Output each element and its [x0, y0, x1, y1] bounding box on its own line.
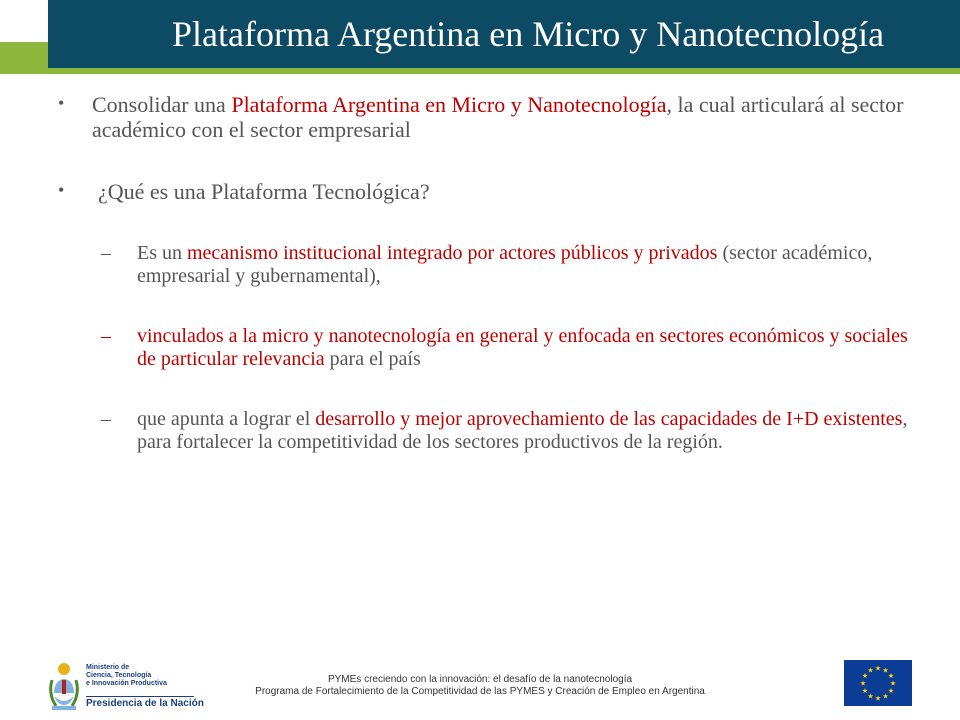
- bullet-que-es: [58, 179, 918, 204]
- header-accent-green-block: [0, 42, 48, 74]
- ministry-name: [86, 664, 167, 688]
- bullet-marker: •: [58, 93, 65, 113]
- ministry-separator: [86, 696, 194, 697]
- dash-marker: –: [101, 408, 111, 430]
- bullet-1-text-a: Consolidar una: [92, 92, 232, 117]
- sub-3-text-b: , para fortalecer la competitividad de los sectores productivos de la región.: [137, 408, 908, 453]
- title-underline-strip: [48, 68, 960, 74]
- bullet-consolidar: [58, 92, 918, 142]
- eu-star: ★: [874, 664, 882, 673]
- sub-3-text-highlight: desarrollo y mejor aprovechamiento de las capacidades de I+D existentes: [315, 408, 903, 430]
- eu-star: ★: [861, 672, 869, 680]
- sub-1-text-a: Es un: [137, 242, 187, 264]
- argentina-coat-of-arms-icon: [46, 660, 82, 712]
- eu-star: ★: [887, 672, 895, 680]
- footer-text: [190, 674, 770, 698]
- sub-3-text-a: que apunta a lograr el: [137, 408, 316, 430]
- sub-2-text-b: para el país: [324, 348, 421, 370]
- eu-star: ★: [889, 679, 897, 688]
- slide-content: [58, 92, 918, 454]
- slide-title: Plataforma Argentina en Micro y Nanotecnología: [172, 14, 885, 54]
- eu-star: ★: [867, 666, 874, 675]
- sub-item-apunta: [58, 408, 918, 454]
- ministry-line-1: Ministerio de: [86, 664, 130, 671]
- presidencia-label: Presidencia de la Nación: [86, 698, 204, 709]
- footer-line-1: PYMEs creciendo con la innovación: el desafío de la nanotecnología: [327, 674, 633, 685]
- ministry-logo: [46, 660, 204, 712]
- eu-flag-icon: [844, 660, 912, 706]
- sub-item-mecanismo: [58, 242, 918, 288]
- sub-1-text-b: (sector académico, empresarial y gubernamental),: [137, 242, 873, 287]
- bullet-1-text-highlight: Plataforma Argentina en Micro y Nanotecnología: [231, 92, 667, 117]
- eu-star: ★: [867, 692, 874, 701]
- sub-1-text-highlight: mecanismo institucional integrado por actores públicos y privados: [187, 242, 718, 264]
- bullet-marker: •: [58, 180, 65, 200]
- dash-marker: –: [101, 242, 111, 264]
- ministry-line-2: Ciencia, Tecnología: [86, 672, 152, 679]
- sub-2-text-highlight: vinculados a la micro y nanotecnología en general y enfocada en sectores económicos y sociales de particular relevancia: [137, 325, 908, 370]
- footer-line-2: Programa de Fortalecimiento de la Competitividad de las PYMES y Creación de Empleo en Argentina: [255, 686, 705, 697]
- eu-star: ★: [882, 666, 889, 675]
- eu-flag-logo: [844, 660, 912, 706]
- header-accent: [0, 0, 48, 74]
- eu-star: ★: [859, 679, 867, 688]
- dash-marker: –: [101, 325, 111, 347]
- eu-star: ★: [882, 692, 889, 701]
- eu-star: ★: [874, 694, 882, 703]
- bullet-1-text-b: , la cual articulará al sector académico con el sector empresarial: [92, 92, 904, 142]
- bullet-2-text: ¿Qué es una Plataforma Tecnológica?: [98, 179, 430, 204]
- ministry-line-3: e Innovación Productiva: [86, 680, 167, 687]
- eu-star: ★: [861, 687, 869, 695]
- eu-star: ★: [887, 687, 895, 695]
- sub-item-vinculados: [58, 325, 918, 371]
